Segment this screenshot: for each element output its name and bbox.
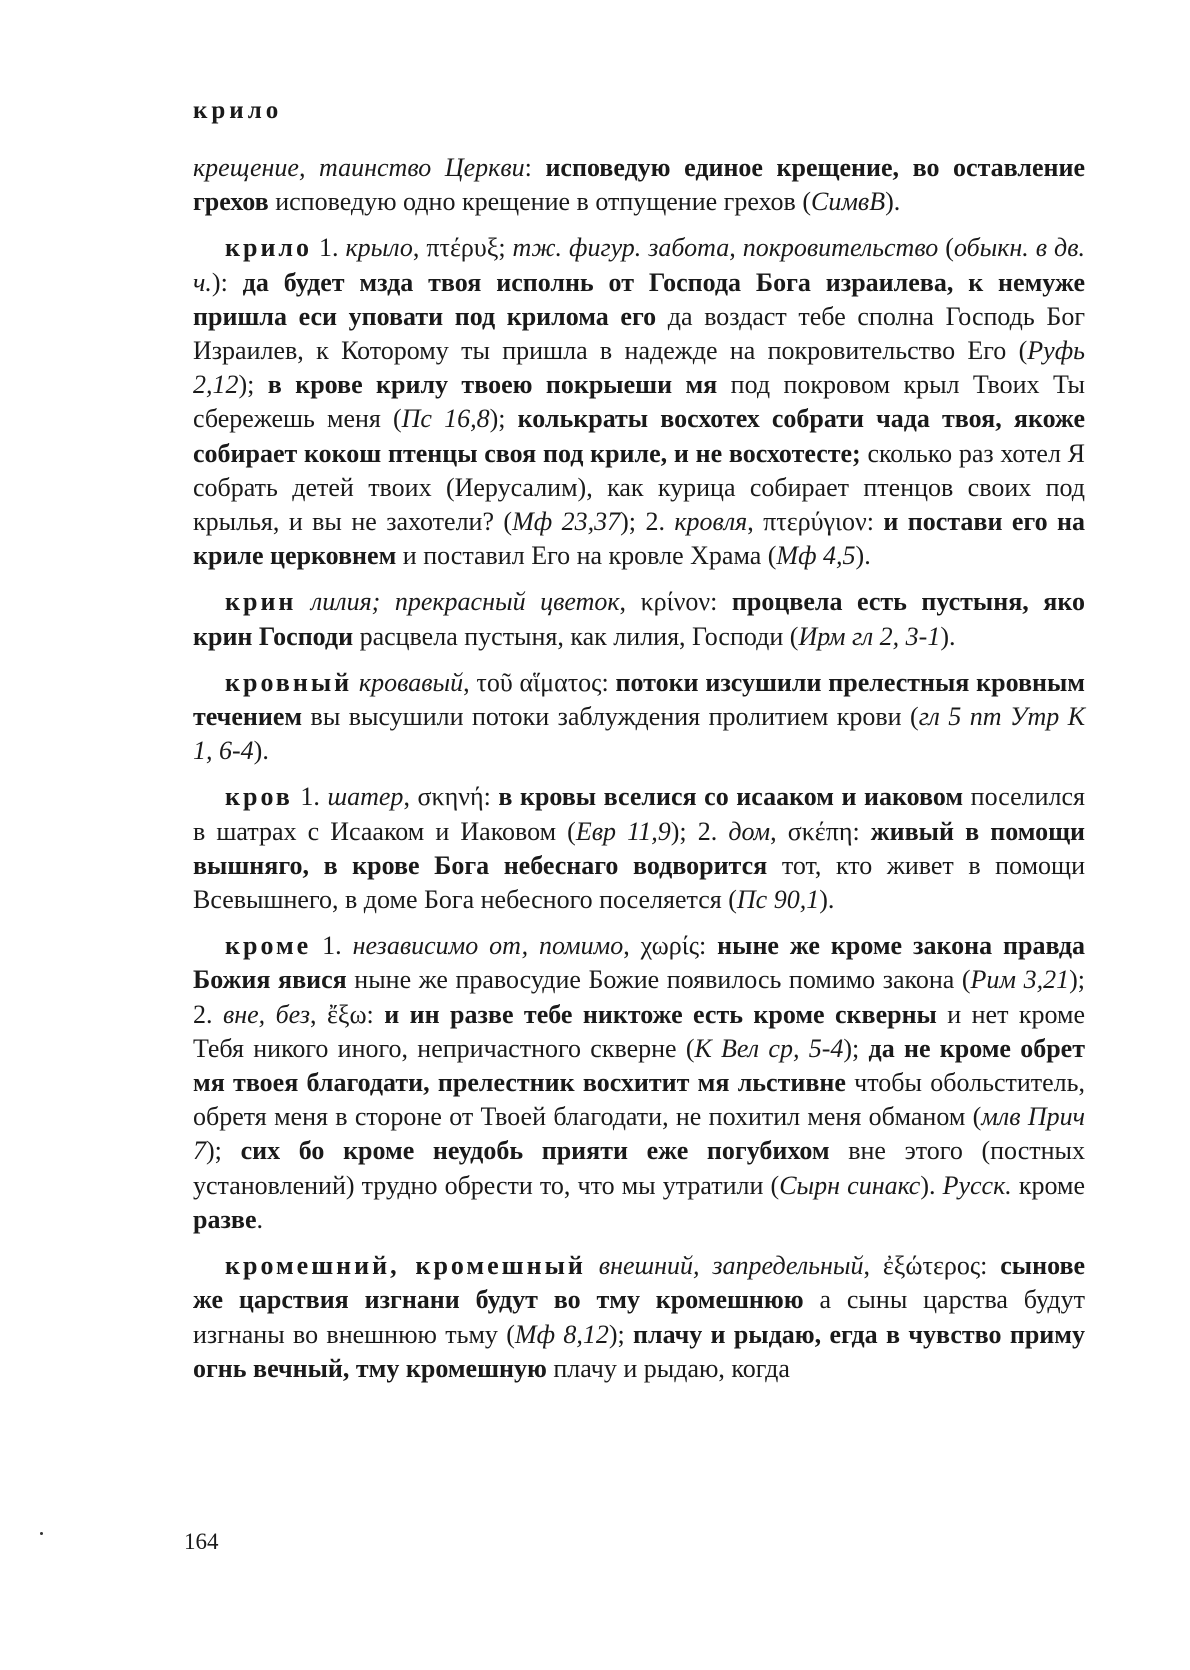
dictionary-entry xyxy=(193,780,1085,917)
church-slavonic-quote: да будет мзда твоя исполнь от Господа Бога израилева, к немуже пришла еси уповати под крилома его xyxy=(193,267,1085,331)
italic-gloss: крыло xyxy=(345,233,413,263)
headword: кровный xyxy=(225,667,353,697)
text-segment: ); xyxy=(489,404,518,434)
italic-gloss: обыкн. в дв. ч. xyxy=(193,233,1085,297)
text-segment: вне этого (постных установлений) трудно обрести то, что мы утратили ( xyxy=(193,1136,1085,1200)
text-segment: сколько раз хотел Я собрать детей твоих (Иерусалим), как курица собирает птенцов своих под крылья, и вы не захотели? ( xyxy=(193,438,1085,537)
italic-gloss: Пс 16,8 xyxy=(401,404,490,434)
text-segment: , πτερύγιον: xyxy=(747,507,884,537)
text-segment: ). xyxy=(253,736,269,766)
text-segment: : xyxy=(524,153,546,182)
italic-gloss: Пс 90,1 xyxy=(736,885,820,915)
headword: кромешний, кромешный xyxy=(225,1251,586,1281)
text-segment: поселился в шатрах с Исааком и Иаковом ( xyxy=(193,782,1085,846)
italic-gloss: Мф 4,5 xyxy=(776,541,856,571)
italic-gloss: Мф 8,12 xyxy=(514,1319,609,1349)
italic-gloss: СимвВ xyxy=(810,187,886,217)
text-segment: ныне же правосудие Божие появилось помимо закона ( xyxy=(346,965,971,995)
text-segment: ). xyxy=(819,885,835,915)
text-segment: 1. xyxy=(311,931,353,961)
church-slavonic-quote: исповедую единое крещение, во оставление грехов xyxy=(193,153,1085,217)
italic-gloss: гл 5 пт Утр К 1, 6-4 xyxy=(193,702,1085,766)
text-segment: чтобы обольститель, обретя меня в стороне от Твоей благодати, не похитил меня обманом ( xyxy=(193,1068,1085,1132)
text-segment: 1. xyxy=(312,233,346,263)
italic-gloss: кровавый xyxy=(358,667,464,697)
italic-gloss: Мф 23,37 xyxy=(512,507,621,537)
text-segment: ); xyxy=(206,1136,241,1166)
headword: крин xyxy=(225,587,297,617)
italic-gloss: крещение, таинство Церкви xyxy=(193,153,525,182)
headword: кроме xyxy=(225,931,312,961)
text-segment: ). xyxy=(855,541,871,571)
headword: кров xyxy=(225,782,293,812)
italic-gloss: внешний, запредельный xyxy=(598,1251,864,1281)
text-segment: ); xyxy=(238,370,268,400)
text-segment xyxy=(586,1251,599,1280)
dictionary-entry xyxy=(193,1249,1085,1386)
dictionary-entry xyxy=(193,585,1085,653)
church-slavonic-quote: ныне же кроме закона правда Божия явися xyxy=(193,931,1086,995)
italic-gloss: Евр 11,9 xyxy=(575,816,671,846)
italic-gloss: тж. фигур. забота, покровительство xyxy=(512,233,939,263)
text-segment: а сыны царства будут изгнаны во внешнюю тьму ( xyxy=(193,1285,1085,1349)
church-slavonic-quote: в кровы вселися со исааком и иаковом xyxy=(498,782,964,812)
margin-mark xyxy=(40,1532,43,1535)
church-slavonic-quote: плачу и рыдаю, егда в чувство приму огнь вечный, тму кромешную xyxy=(193,1319,1085,1383)
church-slavonic-quote: и ин разве тебе никтоже есть кроме скверны xyxy=(384,999,937,1029)
church-slavonic-quote: сих бо кроме неудобь прияти еже погубихом xyxy=(240,1136,830,1166)
italic-gloss: шатер xyxy=(327,782,404,812)
italic-gloss: вне, без xyxy=(222,999,311,1029)
text-segment: ); 2. xyxy=(620,507,675,537)
text-segment: , σκέπη: xyxy=(770,816,871,846)
dictionary-entry xyxy=(193,231,1085,573)
text-segment: , κρίνον: xyxy=(619,587,732,617)
italic-gloss: К Вел ср, 5-4 xyxy=(694,1033,844,1063)
church-slavonic-quote: разве xyxy=(193,1204,257,1234)
text-segment: кроме xyxy=(1011,1170,1085,1200)
church-slavonic-quote: да не кроме обрет мя твоея благодати, прелестник восхитит мя льстивне xyxy=(193,1033,1085,1098)
italic-gloss: Руфь 2,12 xyxy=(193,336,1085,400)
text-segment: плачу и рыдаю, когда xyxy=(546,1353,790,1383)
text-segment: , τοῦ αἵματος: xyxy=(463,667,616,697)
text-segment xyxy=(352,668,359,697)
church-slavonic-quote: и постави его на криле церковнем xyxy=(193,507,1085,571)
text-segment: ( xyxy=(938,233,954,263)
text-segment: ); xyxy=(608,1319,634,1349)
page-number: 164 xyxy=(184,1529,219,1554)
text-segment: ); 2. xyxy=(670,816,729,846)
text-segment: да воздаст тебе сполна Господь Бог Израилев, к Которому ты пришла в надежде на покровительство Его ( xyxy=(193,301,1085,366)
headword: крило xyxy=(225,233,313,263)
italic-gloss: независимо от, помимо xyxy=(352,931,624,961)
dictionary-entries xyxy=(193,151,1085,1398)
text-segment: , πτέρυξ; xyxy=(412,233,513,263)
entry-continued xyxy=(193,151,1085,219)
italic-gloss: дом xyxy=(728,816,771,846)
text-segment: 1. xyxy=(292,782,328,812)
text-segment: тот, кто живет в помощи Всевышнего, в доме Бога небесного поселяется ( xyxy=(193,850,1085,915)
italic-gloss: Русск. xyxy=(942,1170,1012,1200)
church-slavonic-quote: живый в помощи вышняго, в крове Бога небеснаго водворится xyxy=(193,816,1085,880)
text-segment: , ἔξω: xyxy=(310,999,385,1029)
text-segment: под покровом крыл Твоих Ты сбережешь меня ( xyxy=(193,370,1085,434)
italic-gloss: Ирм гл 2, 3-1 xyxy=(798,621,941,651)
text-segment: и нет кроме Тебя никого иного, непричастного скверне ( xyxy=(193,999,1085,1063)
text-segment: . xyxy=(256,1204,263,1234)
text-segment: ); xyxy=(843,1033,869,1063)
italic-gloss: лилия; прекрасный цветок xyxy=(310,587,620,617)
text-segment: ). xyxy=(920,1170,943,1200)
dictionary-entry xyxy=(193,666,1085,769)
text-segment xyxy=(296,587,311,616)
church-slavonic-quote: в крове крилу твоею покрыеши мя xyxy=(267,370,718,400)
text-segment: ). xyxy=(885,187,901,217)
italic-gloss: млв Прич 7 xyxy=(193,1102,1086,1166)
running-head: крило xyxy=(193,97,283,124)
text-segment: и поставил Его на кровле Храма ( xyxy=(396,541,777,571)
italic-gloss: Сырн синакс xyxy=(779,1170,921,1200)
italic-gloss: кровля xyxy=(674,507,748,537)
text-segment: , χωρίς: xyxy=(623,931,718,961)
italic-gloss: Рим 3,21 xyxy=(970,965,1070,995)
church-slavonic-quote: сынове же царствия изгнани будут во тму кромешнюю xyxy=(193,1251,1086,1315)
church-slavonic-quote: процвела есть пустыня, яко крин Господи xyxy=(193,587,1085,651)
text-segment: , σκηνή: xyxy=(403,782,499,812)
text-segment: исповедую одно крещение в отпущение грехов ( xyxy=(268,187,811,217)
text-segment: , ἐξώτερος: xyxy=(863,1251,1001,1281)
text-segment: ): xyxy=(211,267,243,297)
text-segment: вы высушили потоки заблуждения пролитием крови ( xyxy=(302,702,919,732)
text-segment: расцвела пустыня, как лилия, Господи ( xyxy=(353,621,799,651)
church-slavonic-quote: потоки изсушили прелестныя кровным течением xyxy=(193,667,1085,732)
church-slavonic-quote: колькраты восхотех собрати чада твоя, якоже собирает кокош птенцы своя под криле, и не восхотесте; xyxy=(193,404,1085,468)
dictionary-entry xyxy=(193,929,1085,1237)
text-segment: ); 2. xyxy=(193,965,1085,1029)
text-segment: ). xyxy=(940,621,956,651)
